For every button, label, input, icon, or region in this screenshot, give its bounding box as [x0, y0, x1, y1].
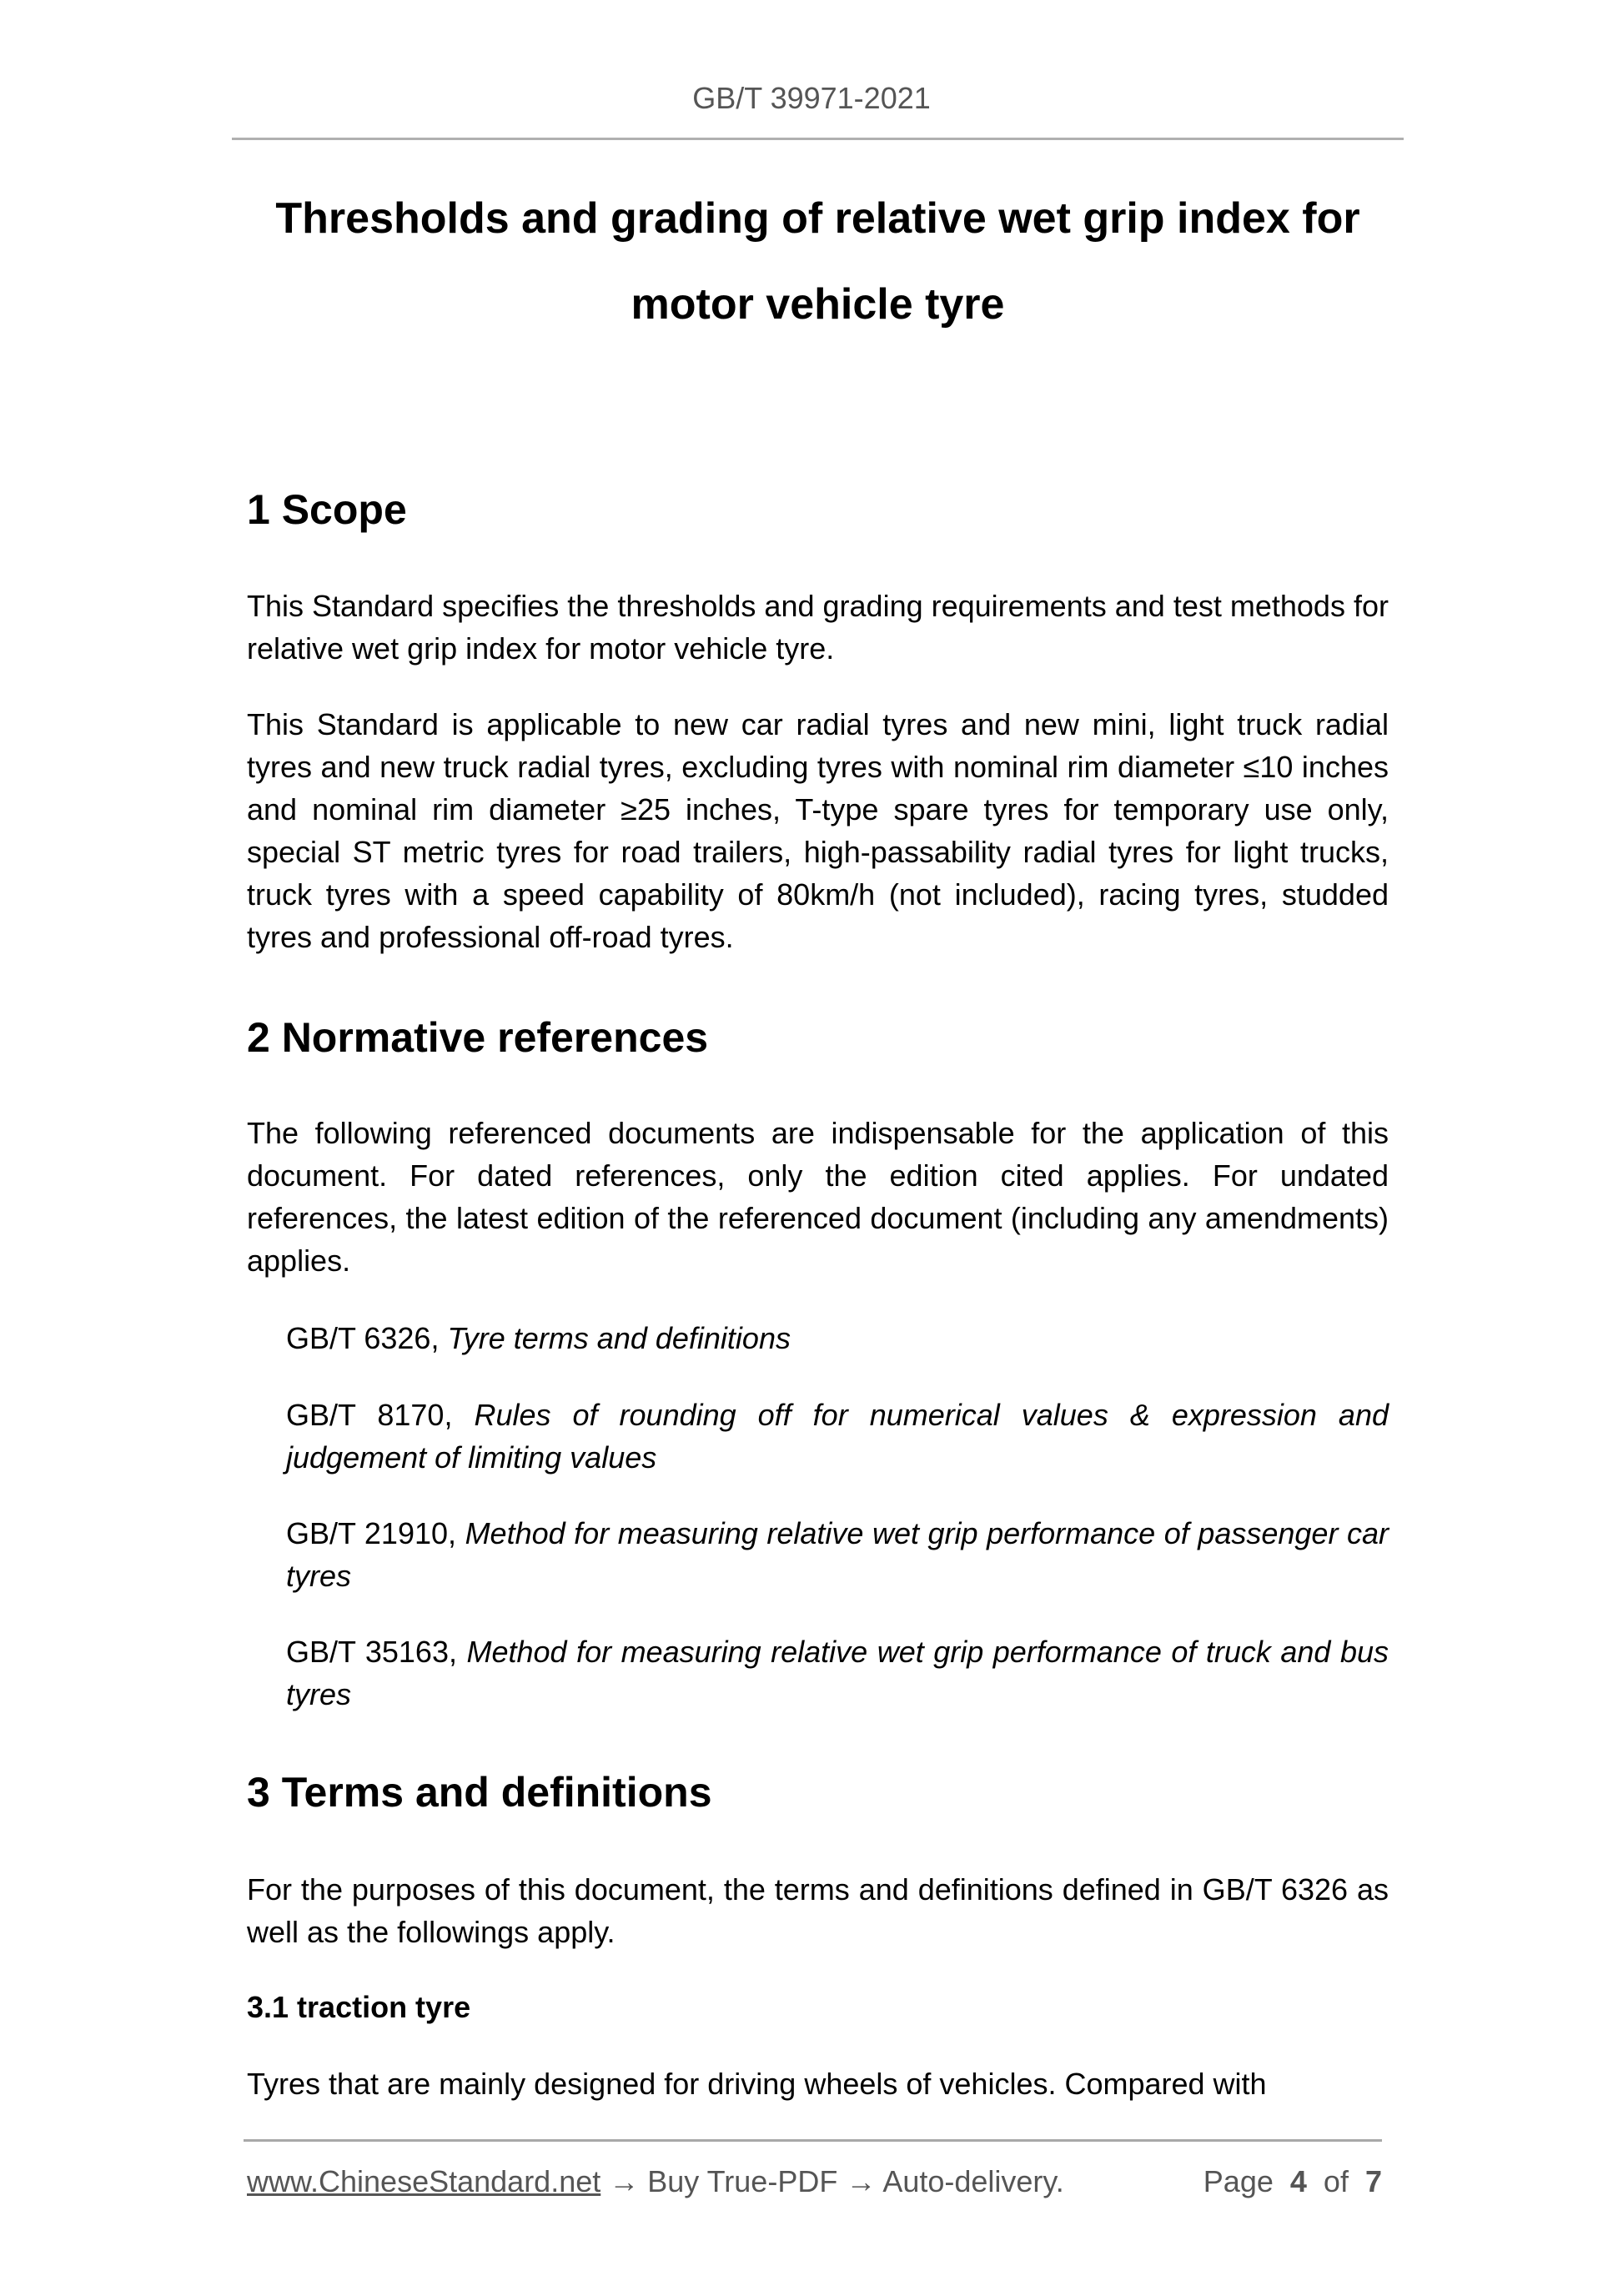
page-label: Page	[1203, 2164, 1274, 2198]
document-number-header: GB/T 39971-2021	[692, 81, 931, 115]
of-label: of	[1323, 2164, 1349, 2198]
reference-item	[286, 1317, 1389, 1359]
header-divider	[232, 138, 1404, 140]
reference-code: GB/T 8170,	[286, 1398, 453, 1432]
page-total: 7	[1364, 2164, 1382, 2198]
footer	[247, 2162, 1382, 2202]
normative-paragraph: The following referenced documents are indispensable for the application of this document. For dated references, only the edition cited applies. For undated references, the latest edition of the referenced document (including any amendments) applies.	[247, 1116, 1389, 1278]
chinesestandard-link[interactable]: www.ChineseStandard.net	[247, 2164, 601, 2198]
document-title-line-2: motor vehicle tyre	[631, 280, 1005, 329]
section-heading-normative-references: 2 Normative references	[247, 1014, 709, 1061]
footer-divider	[244, 2139, 1382, 2142]
subsection-heading-traction-tyre: 3.1 traction tyre	[247, 1990, 471, 2024]
scope-paragraph-1: This Standard specifies the thresholds and grading requirements and test methods for relative wet grip index for motor vehicle tyre.	[247, 589, 1389, 666]
footer-text: → Buy True-PDF → Auto-delivery.	[600, 2164, 1064, 2198]
reference-title: Tyre terms and definitions	[447, 1321, 791, 1355]
reference-title: Rules of rounding off for numerical values & expression and judgement of limiting values	[286, 1398, 1389, 1475]
reference-item	[286, 1630, 1389, 1716]
reference-title: Method for measuring relative wet grip performance of passenger car tyres	[286, 1516, 1389, 1593]
reference-title: Method for measuring relative wet grip performance of truck and bus tyres	[286, 1635, 1389, 1711]
reference-item	[286, 1394, 1389, 1479]
page-current: 4	[1289, 2164, 1307, 2198]
document-title-line-1: Thresholds and grading of relative wet grip index for	[275, 194, 1360, 243]
section-heading-terms: 3 Terms and definitions	[247, 1769, 712, 1816]
scope-paragraph-2: This Standard is applicable to new car radial tyres and new mini, light truck radial tyres and new truck radial tyres, excluding tyres with nominal rim diameter ≤10 inches and nominal rim diameter ≥25 inches, T-type spare tyres for temporary use only, special ST metric tyres for road trailers, high-passability radial tyres for light trucks, truck tyres with a speed capability of 80km/h (not included), racing tyres, studded tyres and professional off-road tyres.	[247, 707, 1389, 954]
terms-paragraph: For the purposes of this document, the terms and definitions defined in GB/T 6326 as well as the followings apply.	[247, 1872, 1389, 1949]
section-heading-scope: 1 Scope	[247, 486, 407, 533]
reference-code: GB/T 6326,	[286, 1321, 440, 1355]
reference-code: GB/T 35163,	[286, 1635, 457, 1669]
reference-code: GB/T 21910,	[286, 1516, 457, 1550]
traction-tyre-paragraph: Tyres that are mainly designed for driving wheels of vehicles. Compared with	[247, 2067, 1267, 2101]
reference-item	[286, 1512, 1389, 1597]
page-indicator	[1203, 2162, 1382, 2202]
